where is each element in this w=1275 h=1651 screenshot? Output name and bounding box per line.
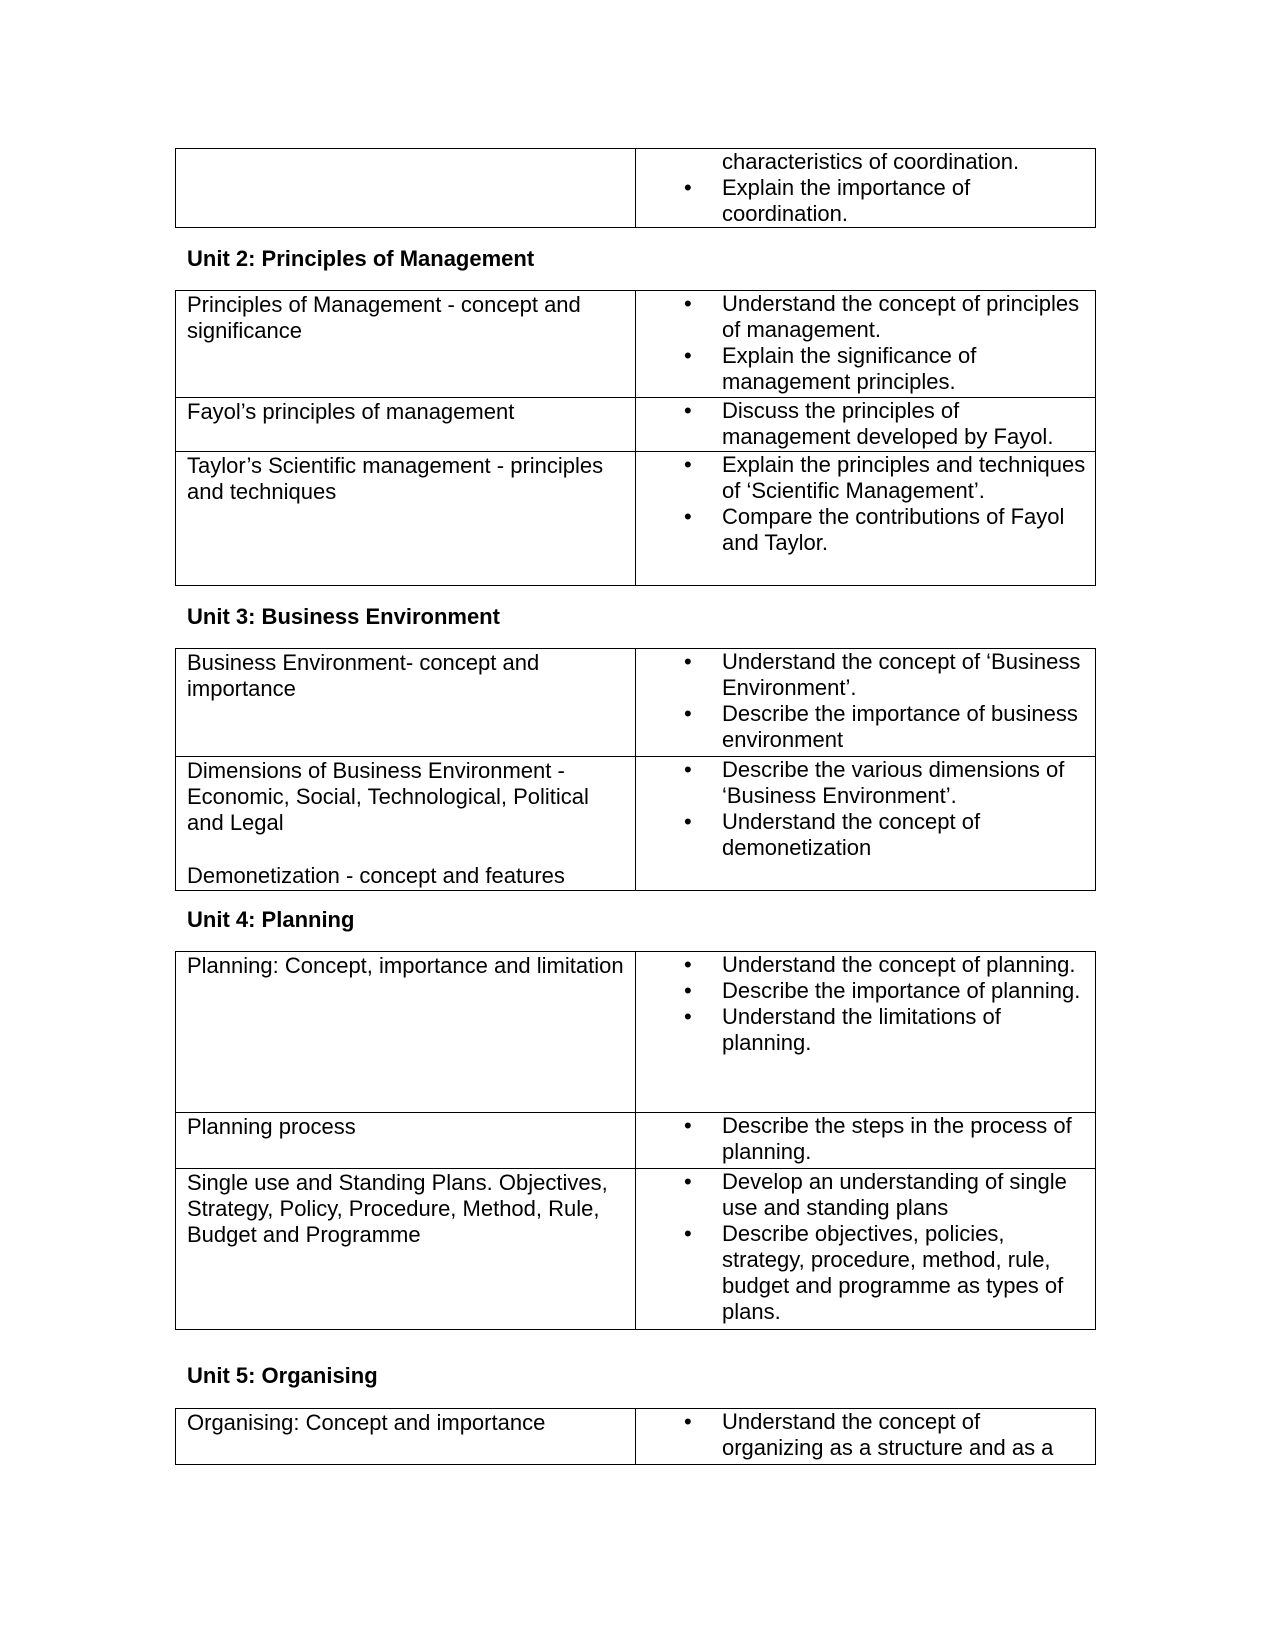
- outcome-cell: [636, 398, 1096, 452]
- topic-cell: Single use and Standing Plans. Objectives, Strategy, Policy, Procedure, Method, Rule, Budget and Programme: [176, 1169, 636, 1330]
- outcome-cell: [636, 1113, 1096, 1169]
- topic-cell: Taylor’s Scientific management - principles and techniques: [176, 452, 636, 586]
- unit-heading: Unit 5: Organising: [187, 1363, 378, 1388]
- unit-heading: Unit 4: Planning: [187, 907, 355, 932]
- unit3-table: [175, 648, 1096, 891]
- outcome-cell: [636, 952, 1096, 1113]
- outcome-item: • Describe the various dimensions of ‘Business Environment’.: [636, 757, 1095, 809]
- outcome-item: • Explain the importance of coordination.: [636, 175, 1095, 227]
- outcome-item: • Describe the importance of planning.: [636, 978, 1095, 1004]
- unit-heading: Unit 2: Principles of Management: [187, 246, 535, 271]
- outcome-item: • Understand the concept of demonetization: [636, 809, 1095, 861]
- outcome-item: • Understand the concept of ‘Business Environment’.: [636, 649, 1095, 701]
- table-row: [176, 398, 1096, 452]
- unit-heading: Unit 3: Business Environment: [187, 604, 500, 629]
- unit2-table: [175, 290, 1096, 586]
- unit5-table: [175, 1408, 1096, 1465]
- outcome-item: • Explain the principles and techniques of ‘Scientific Management’.: [636, 452, 1095, 504]
- topic-cell: Planning: Concept, importance and limitation: [176, 952, 636, 1113]
- outcome-cell: [636, 291, 1096, 398]
- outcome-item: • Understand the concept of organizing as a structure and as a: [636, 1409, 1095, 1461]
- table-row: [176, 291, 1096, 398]
- outcome-item: • Understand the concept of planning.: [636, 952, 1095, 978]
- table-row: [176, 452, 1096, 586]
- table-row: [176, 649, 1096, 757]
- outcome-cell: [636, 149, 1096, 228]
- outcome-cell: [636, 1409, 1096, 1465]
- outcome-cell: [636, 757, 1096, 891]
- outcome-cell: [636, 1169, 1096, 1330]
- topic-extra: Demonetization - concept and features: [187, 863, 565, 888]
- table-row: [176, 952, 1096, 1113]
- outcome-item: • Compare the contributions of Fayol and Taylor.: [636, 504, 1095, 556]
- outcome-item: • Explain the significance of management principles.: [636, 343, 1095, 395]
- outcome-item: • Describe the steps in the process of planning.: [636, 1113, 1095, 1165]
- unit4-table: [175, 951, 1096, 1330]
- topic-cell: Dimensions of Business Environment - Economic, Social, Technological, Political and Legal Demonetization - concept and features: [176, 757, 636, 891]
- topic-cell: Business Environment- concept and importance: [176, 649, 636, 757]
- outcome-item: • Develop an understanding of single use and standing plans: [636, 1169, 1095, 1221]
- table-row: [176, 1169, 1096, 1330]
- topic-cell: Organising: Concept and importance: [176, 1409, 636, 1465]
- table-row: [176, 1409, 1096, 1465]
- topic-cell: [176, 149, 636, 228]
- table-continued: [175, 148, 1096, 228]
- outcome-cell: [636, 649, 1096, 757]
- outcome-item: • Describe objectives, policies, strategy, procedure, method, rule, budget and programme as types of plans.: [636, 1221, 1095, 1325]
- topic-cell: Planning process: [176, 1113, 636, 1169]
- outcome-item: • Describe the importance of business environment: [636, 701, 1095, 753]
- table-row: [176, 149, 1096, 228]
- table-row: [176, 1113, 1096, 1169]
- outcome-item: • Understand the concept of principles of management.: [636, 291, 1095, 343]
- topic-cell: Fayol’s principles of management: [176, 398, 636, 452]
- table-row: [176, 757, 1096, 891]
- outcome-cell: [636, 452, 1096, 586]
- topic-cell: Principles of Management - concept and significance: [176, 291, 636, 398]
- outcome-item: • Discuss the principles of management developed by Fayol.: [636, 398, 1095, 450]
- outcome-continuation: characteristics of coordination.: [722, 149, 1020, 174]
- outcome-item: • Understand the limitations of planning.: [636, 1004, 1095, 1056]
